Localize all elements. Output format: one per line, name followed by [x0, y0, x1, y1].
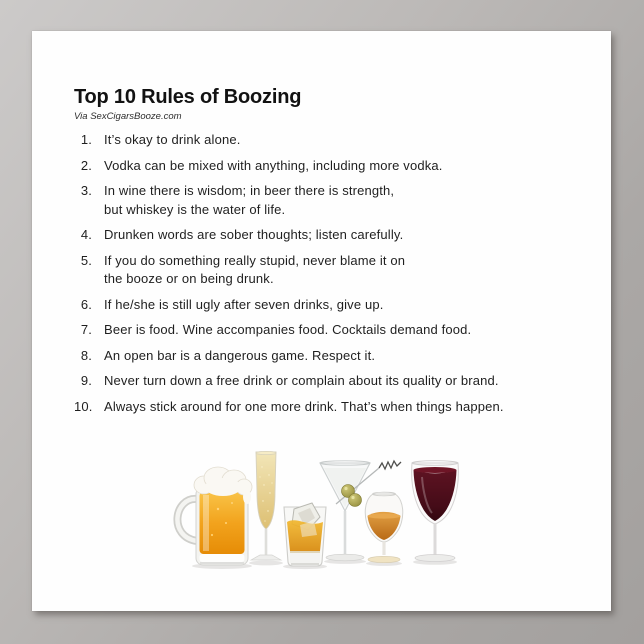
rule-text: If he/she is still ugly after seven drinks, give up.: [104, 296, 384, 312]
rule-number: 8.: [80, 347, 92, 363]
rule-number: 10.: [74, 398, 93, 414]
poster-title: Top 10 Rules of Boozing: [74, 86, 302, 108]
rule-text: the booze or on being drunk.: [104, 271, 274, 286]
poster-subtitle: Via SexCigarsBooze.com: [74, 111, 182, 122]
rule-item: [74, 372, 575, 391]
poster-content: [32, 31, 611, 416]
rule-text: Drunken words are sober thoughts; listen carefully.: [104, 227, 404, 242]
rule-number: 5.: [80, 252, 92, 268]
rule-item: [74, 347, 575, 366]
rules-list: [74, 131, 575, 416]
rule-item: [74, 296, 575, 315]
rule-number: 7.: [80, 322, 92, 337]
rule-item: [74, 157, 575, 176]
rule-text: Vodka can be mixed with anything, including more vodka.: [104, 157, 443, 173]
red-wine-glass-icon: [412, 461, 459, 562]
rule-number: 3.: [80, 183, 92, 198]
rule-text: but whiskey is the water of life.: [104, 201, 286, 217]
rule-text: If you do something really stupid, never blame it on: [104, 252, 406, 268]
rule-text: An open bar is a dangerous game. Respect it.: [104, 347, 376, 363]
rule-item: [74, 321, 575, 340]
rule-text: Never turn down a free drink or complain about its quality or brand.: [104, 373, 499, 388]
rule-number: 1.: [80, 132, 92, 147]
rule-text: In wine there is wisdom; in beer there is strength,: [104, 183, 395, 198]
rule-item: [74, 131, 575, 150]
rule-number: 4.: [80, 227, 92, 242]
rule-number: 9.: [80, 373, 92, 388]
rule-item: [74, 182, 575, 219]
rule-item: [74, 226, 575, 245]
rule-text: It’s okay to drink alone.: [104, 132, 241, 147]
beer-mug-icon: [177, 467, 252, 565]
whiskey-rocks-glass-icon: [284, 503, 326, 566]
rule-number: 6.: [80, 296, 92, 312]
poster: [32, 31, 611, 611]
drinks-row-image: [160, 437, 480, 602]
rule-item: [74, 398, 575, 417]
rule-text: Beer is food. Wine accompanies food. Cocktails demand food.: [104, 322, 472, 337]
rule-text: Always stick around for one more drink. That’s when things happen.: [104, 398, 504, 414]
champagne-flute-icon: [251, 451, 281, 560]
rule-item: [74, 252, 575, 289]
rule-number: 2.: [80, 157, 92, 173]
brandy-snifter-icon: [365, 492, 403, 563]
